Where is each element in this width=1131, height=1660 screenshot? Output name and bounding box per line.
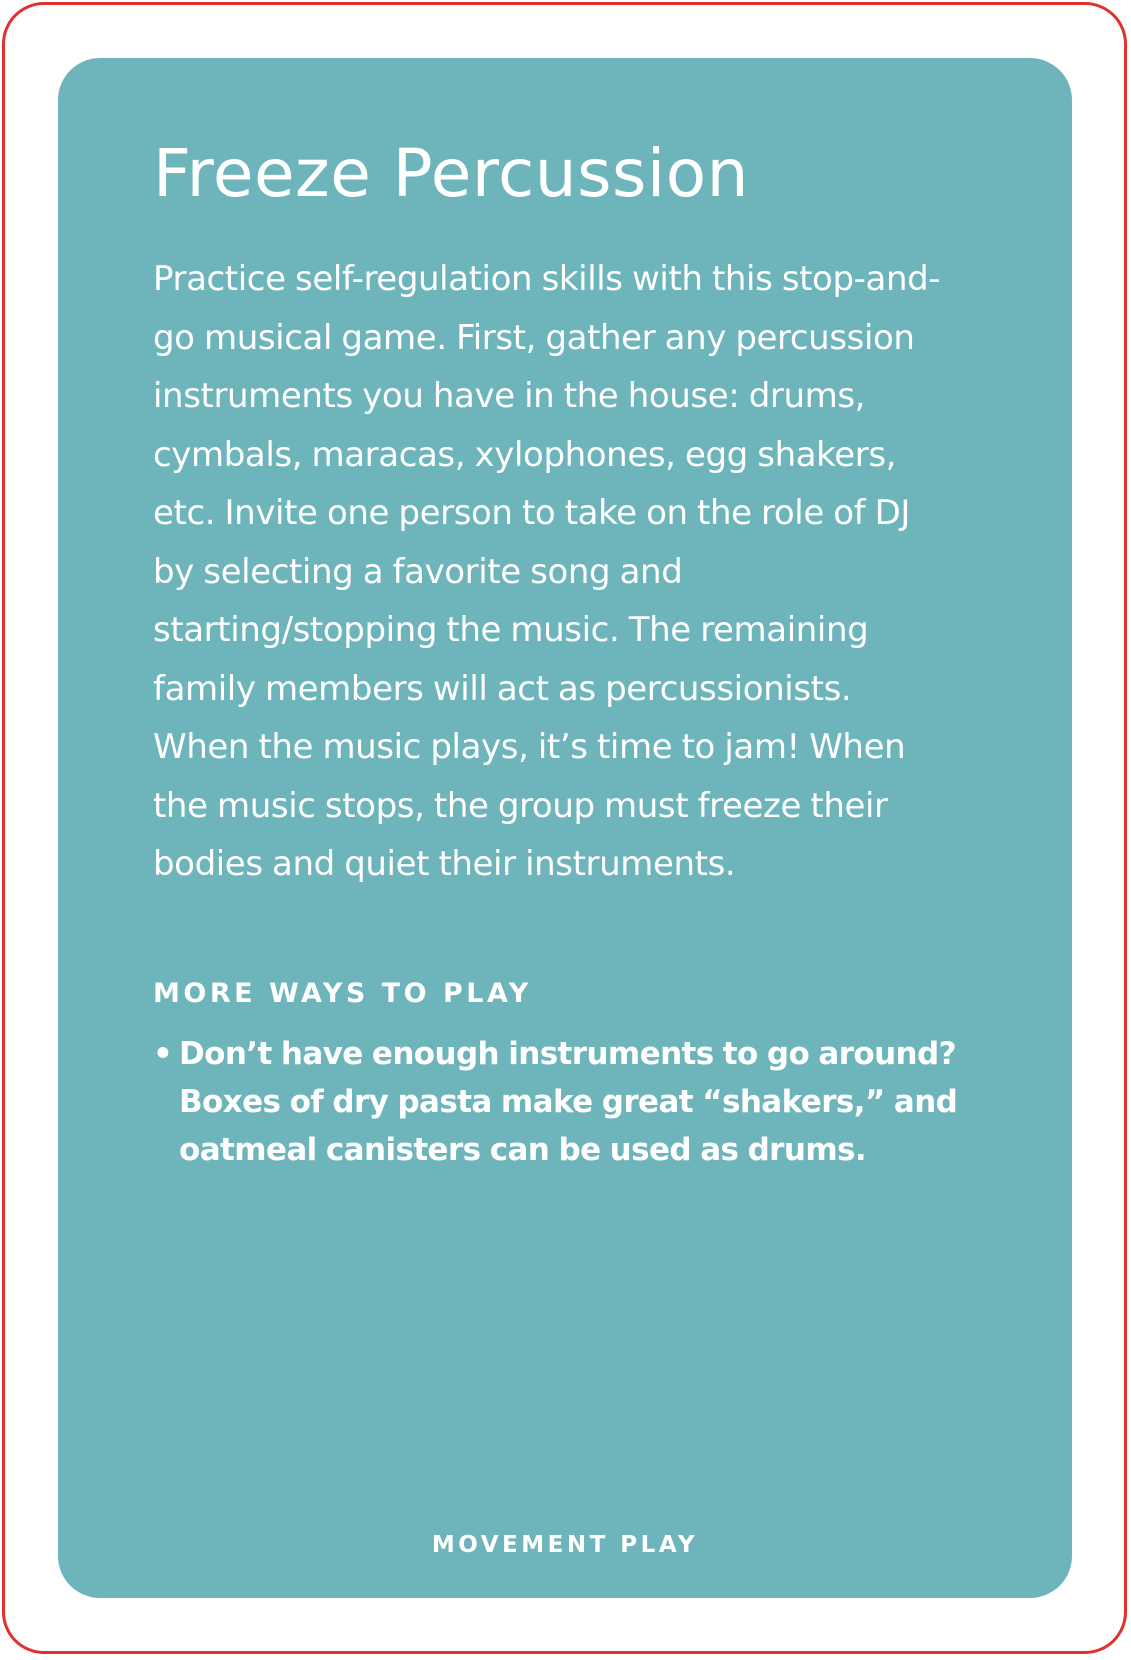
card-description: Practice self-regulation skills with this stop-and-go musical game. First, gather any percussion instruments you have in the house: drums, cymbals, maracas, xylophones, egg shakers, etc. Invite one person to take on the role of DJ by selecting a favorite song and starting/stopping the music. The remaining family members will act as percussionists. When the music plays, it’s time to jam! When the music stops, the group must freeze their bodies and quiet their instruments.: [153, 259, 941, 884]
card-category: MOVEMENT PLAY: [431, 1532, 699, 1558]
tip-text: Don’t have enough instruments to go around? Boxes of dry pasta make great “shakers,” and oatmeal canisters can be used as drums.: [179, 1036, 958, 1168]
more-ways-heading: MORE WAYS TO PLAY: [153, 978, 532, 1009]
tips-list: [153, 1030, 973, 1174]
tip-item: [153, 1030, 973, 1174]
card-title: Freeze Percussion: [153, 135, 749, 212]
bullet-icon: •: [153, 1036, 173, 1072]
